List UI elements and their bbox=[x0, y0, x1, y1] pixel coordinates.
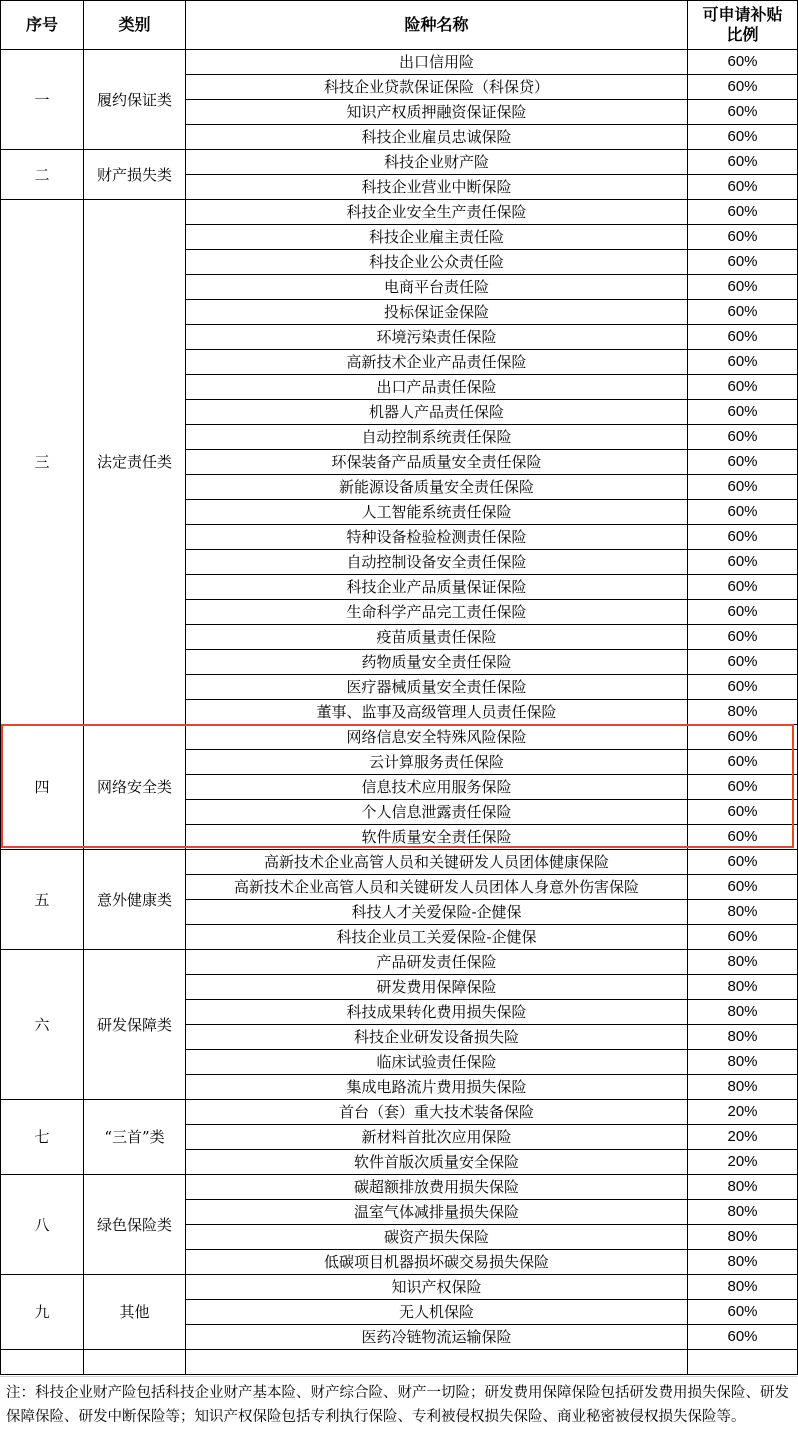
blank-cell bbox=[186, 1350, 688, 1375]
insurance-name: 科技企业营业中断保险 bbox=[186, 175, 688, 200]
group-category: 法定责任类 bbox=[84, 200, 186, 725]
subsidy-ratio: 60% bbox=[688, 600, 798, 625]
table-row bbox=[1, 50, 798, 75]
subsidy-ratio: 80% bbox=[688, 975, 798, 1000]
blank-cell bbox=[84, 1350, 186, 1375]
insurance-name: 科技企业雇员忠诚保险 bbox=[186, 125, 688, 150]
insurance-name: 新能源设备质量安全责任保险 bbox=[186, 475, 688, 500]
group-category: 研发保障类 bbox=[84, 950, 186, 1100]
header-seq: 序号 bbox=[1, 1, 84, 50]
subsidy-ratio: 60% bbox=[688, 575, 798, 600]
subsidy-ratio: 60% bbox=[688, 450, 798, 475]
insurance-name: 温室气体减排量损失保险 bbox=[186, 1200, 688, 1225]
header-row bbox=[1, 1, 798, 50]
insurance-name: 医药冷链物流运输保险 bbox=[186, 1325, 688, 1350]
subsidy-ratio: 80% bbox=[688, 1225, 798, 1250]
subsidy-ratio: 60% bbox=[688, 425, 798, 450]
subsidy-ratio: 60% bbox=[688, 800, 798, 825]
subsidy-ratio: 20% bbox=[688, 1100, 798, 1125]
subsidy-ratio: 60% bbox=[688, 475, 798, 500]
subsidy-ratio: 60% bbox=[688, 550, 798, 575]
insurance-name: 环境污染责任保险 bbox=[186, 325, 688, 350]
group-category: 网络安全类 bbox=[84, 725, 186, 850]
subsidy-ratio: 80% bbox=[688, 900, 798, 925]
subsidy-ratio: 60% bbox=[688, 675, 798, 700]
insurance-name: 云计算服务责任保险 bbox=[186, 750, 688, 775]
subsidy-ratio: 60% bbox=[688, 275, 798, 300]
group-category: “三首”类 bbox=[84, 1100, 186, 1175]
subsidy-ratio: 60% bbox=[688, 250, 798, 275]
insurance-name: 自动控制系统责任保险 bbox=[186, 425, 688, 450]
insurance-name: 科技成果转化费用损失保险 bbox=[186, 1000, 688, 1025]
insurance-name: 药物质量安全责任保险 bbox=[186, 650, 688, 675]
header-ratio-line2: 比例 bbox=[726, 25, 759, 44]
subsidy-ratio: 60% bbox=[688, 875, 798, 900]
subsidy-ratio: 60% bbox=[688, 1300, 798, 1325]
insurance-name: 人工智能系统责任保险 bbox=[186, 500, 688, 525]
insurance-name: 医疗器械质量安全责任保险 bbox=[186, 675, 688, 700]
subsidy-ratio: 60% bbox=[688, 300, 798, 325]
insurance-name: 碳资产损失保险 bbox=[186, 1225, 688, 1250]
subsidy-ratio: 60% bbox=[688, 50, 798, 75]
insurance-name: 自动控制设备安全责任保险 bbox=[186, 550, 688, 575]
insurance-name: 科技企业安全生产责任保险 bbox=[186, 200, 688, 225]
insurance-name: 科技人才关爱保险-企健保 bbox=[186, 900, 688, 925]
group-category: 意外健康类 bbox=[84, 850, 186, 950]
subsidy-ratio: 80% bbox=[688, 1025, 798, 1050]
subsidy-ratio: 80% bbox=[688, 1075, 798, 1100]
subsidy-ratio: 60% bbox=[688, 625, 798, 650]
subsidy-ratio: 80% bbox=[688, 700, 798, 725]
subsidy-ratio: 60% bbox=[688, 525, 798, 550]
subsidy-ratio: 80% bbox=[688, 1200, 798, 1225]
insurance-name: 知识产权保险 bbox=[186, 1275, 688, 1300]
insurance-name: 生命科学产品完工责任保险 bbox=[186, 600, 688, 625]
subsidy-ratio: 60% bbox=[688, 650, 798, 675]
table-row bbox=[1, 1275, 798, 1300]
insurance-name: 电商平台责任险 bbox=[186, 275, 688, 300]
insurance-name: 高新技术企业产品责任保险 bbox=[186, 350, 688, 375]
subsidy-ratio: 20% bbox=[688, 1125, 798, 1150]
insurance-name: 科技企业研发设备损失险 bbox=[186, 1025, 688, 1050]
table-row bbox=[1, 950, 798, 975]
insurance-name: 网络信息安全特殊风险保险 bbox=[186, 725, 688, 750]
insurance-name: 高新技术企业高管人员和关键研发人员团体健康保险 bbox=[186, 850, 688, 875]
subsidy-ratio: 60% bbox=[688, 75, 798, 100]
insurance-name: 科技企业产品质量保证保险 bbox=[186, 575, 688, 600]
group-category: 履约保证类 bbox=[84, 50, 186, 150]
insurance-name: 科技企业员工关爱保险-企健保 bbox=[186, 925, 688, 950]
header-name: 险种名称 bbox=[186, 1, 688, 50]
insurance-name: 科技企业公众责任险 bbox=[186, 250, 688, 275]
insurance-name: 出口产品责任保险 bbox=[186, 375, 688, 400]
subsidy-ratio: 80% bbox=[688, 1275, 798, 1300]
group-seq: 三 bbox=[1, 200, 84, 725]
subsidy-ratio: 80% bbox=[688, 1175, 798, 1200]
insurance-name: 临床试验责任保险 bbox=[186, 1050, 688, 1075]
table-body bbox=[1, 50, 798, 1375]
table-row bbox=[1, 150, 798, 175]
insurance-name: 知识产权质押融资保证保险 bbox=[186, 100, 688, 125]
header-ratio-line1: 可申请补贴 bbox=[702, 5, 783, 24]
insurance-name: 产品研发责任保险 bbox=[186, 950, 688, 975]
group-category: 其他 bbox=[84, 1275, 186, 1350]
table-row bbox=[1, 200, 798, 225]
group-seq: 二 bbox=[1, 150, 84, 200]
subsidy-ratio: 60% bbox=[688, 775, 798, 800]
insurance-name: 软件首版次质量安全保险 bbox=[186, 1150, 688, 1175]
header-ratio bbox=[688, 1, 798, 50]
table-row bbox=[1, 1100, 798, 1125]
group-seq: 八 bbox=[1, 1175, 84, 1275]
insurance-name: 首台（套）重大技术装备保险 bbox=[186, 1100, 688, 1125]
subsidy-ratio: 80% bbox=[688, 1000, 798, 1025]
insurance-name: 疫苗质量责任保险 bbox=[186, 625, 688, 650]
blank-row bbox=[1, 1350, 798, 1375]
subsidy-ratio: 60% bbox=[688, 150, 798, 175]
insurance-name: 新材料首批次应用保险 bbox=[186, 1125, 688, 1150]
group-seq: 七 bbox=[1, 1100, 84, 1175]
insurance-name: 出口信用险 bbox=[186, 50, 688, 75]
group-seq: 五 bbox=[1, 850, 84, 950]
subsidy-ratio: 60% bbox=[688, 825, 798, 850]
blank-cell bbox=[688, 1350, 798, 1375]
subsidy-ratio: 60% bbox=[688, 350, 798, 375]
insurance-name: 个人信息泄露责任保险 bbox=[186, 800, 688, 825]
subsidy-ratio: 80% bbox=[688, 950, 798, 975]
subsidy-ratio: 60% bbox=[688, 925, 798, 950]
subsidy-ratio: 60% bbox=[688, 325, 798, 350]
insurance-name: 软件质量安全责任保险 bbox=[186, 825, 688, 850]
table-row bbox=[1, 725, 798, 750]
subsidy-ratio: 60% bbox=[688, 175, 798, 200]
subsidy-ratio: 60% bbox=[688, 100, 798, 125]
header-category: 类别 bbox=[84, 1, 186, 50]
subsidy-ratio: 60% bbox=[688, 125, 798, 150]
insurance-name: 科技企业雇主责任险 bbox=[186, 225, 688, 250]
insurance-name: 投标保证金保险 bbox=[186, 300, 688, 325]
group-seq: 九 bbox=[1, 1275, 84, 1350]
insurance-name: 高新技术企业高管人员和关键研发人员团体人身意外伤害保险 bbox=[186, 875, 688, 900]
subsidy-ratio: 60% bbox=[688, 725, 798, 750]
subsidy-ratio: 60% bbox=[688, 500, 798, 525]
insurance-name: 环保装备产品质量安全责任保险 bbox=[186, 450, 688, 475]
insurance-name: 研发费用保障保险 bbox=[186, 975, 688, 1000]
subsidy-ratio: 80% bbox=[688, 1250, 798, 1275]
insurance-name: 低碳项目机器损坏碳交易损失保险 bbox=[186, 1250, 688, 1275]
subsidy-ratio: 60% bbox=[688, 750, 798, 775]
insurance-name: 碳超额排放费用损失保险 bbox=[186, 1175, 688, 1200]
subsidy-ratio: 60% bbox=[688, 200, 798, 225]
subsidy-ratio: 20% bbox=[688, 1150, 798, 1175]
insurance-name: 信息技术应用服务保险 bbox=[186, 775, 688, 800]
group-category: 绿色保险类 bbox=[84, 1175, 186, 1275]
table-row bbox=[1, 850, 798, 875]
insurance-name: 机器人产品责任保险 bbox=[186, 400, 688, 425]
insurance-name: 无人机保险 bbox=[186, 1300, 688, 1325]
group-seq: 六 bbox=[1, 950, 84, 1100]
subsidy-ratio: 60% bbox=[688, 375, 798, 400]
insurance-name: 科技企业财产险 bbox=[186, 150, 688, 175]
subsidy-ratio: 60% bbox=[688, 225, 798, 250]
subsidy-ratio: 60% bbox=[688, 1325, 798, 1350]
subsidy-ratio: 80% bbox=[688, 1050, 798, 1075]
group-seq: 一 bbox=[1, 50, 84, 150]
table-row bbox=[1, 1175, 798, 1200]
subsidy-ratio: 60% bbox=[688, 400, 798, 425]
insurance-name: 集成电路流片费用损失保险 bbox=[186, 1075, 688, 1100]
blank-cell bbox=[1, 1350, 84, 1375]
insurance-name: 科技企业贷款保证保险（科保贷） bbox=[186, 75, 688, 100]
group-category: 财产损失类 bbox=[84, 150, 186, 200]
subsidy-ratio: 60% bbox=[688, 850, 798, 875]
insurance-name: 董事、监事及高级管理人员责任保险 bbox=[186, 700, 688, 725]
insurance-name: 特种设备检验检测责任保险 bbox=[186, 525, 688, 550]
footnote: 注：科技企业财产险包括科技企业财产基本险、财产综合险、财产一切险；研发费用保障保险包括研发费用损失保险、研发保障保险、研发中断保险等；知识产权保险包括专利执行保险、专利被侵权损失保险、商业秘密被侵权损失保险等。 bbox=[0, 1376, 797, 1452]
group-seq: 四 bbox=[1, 725, 84, 850]
